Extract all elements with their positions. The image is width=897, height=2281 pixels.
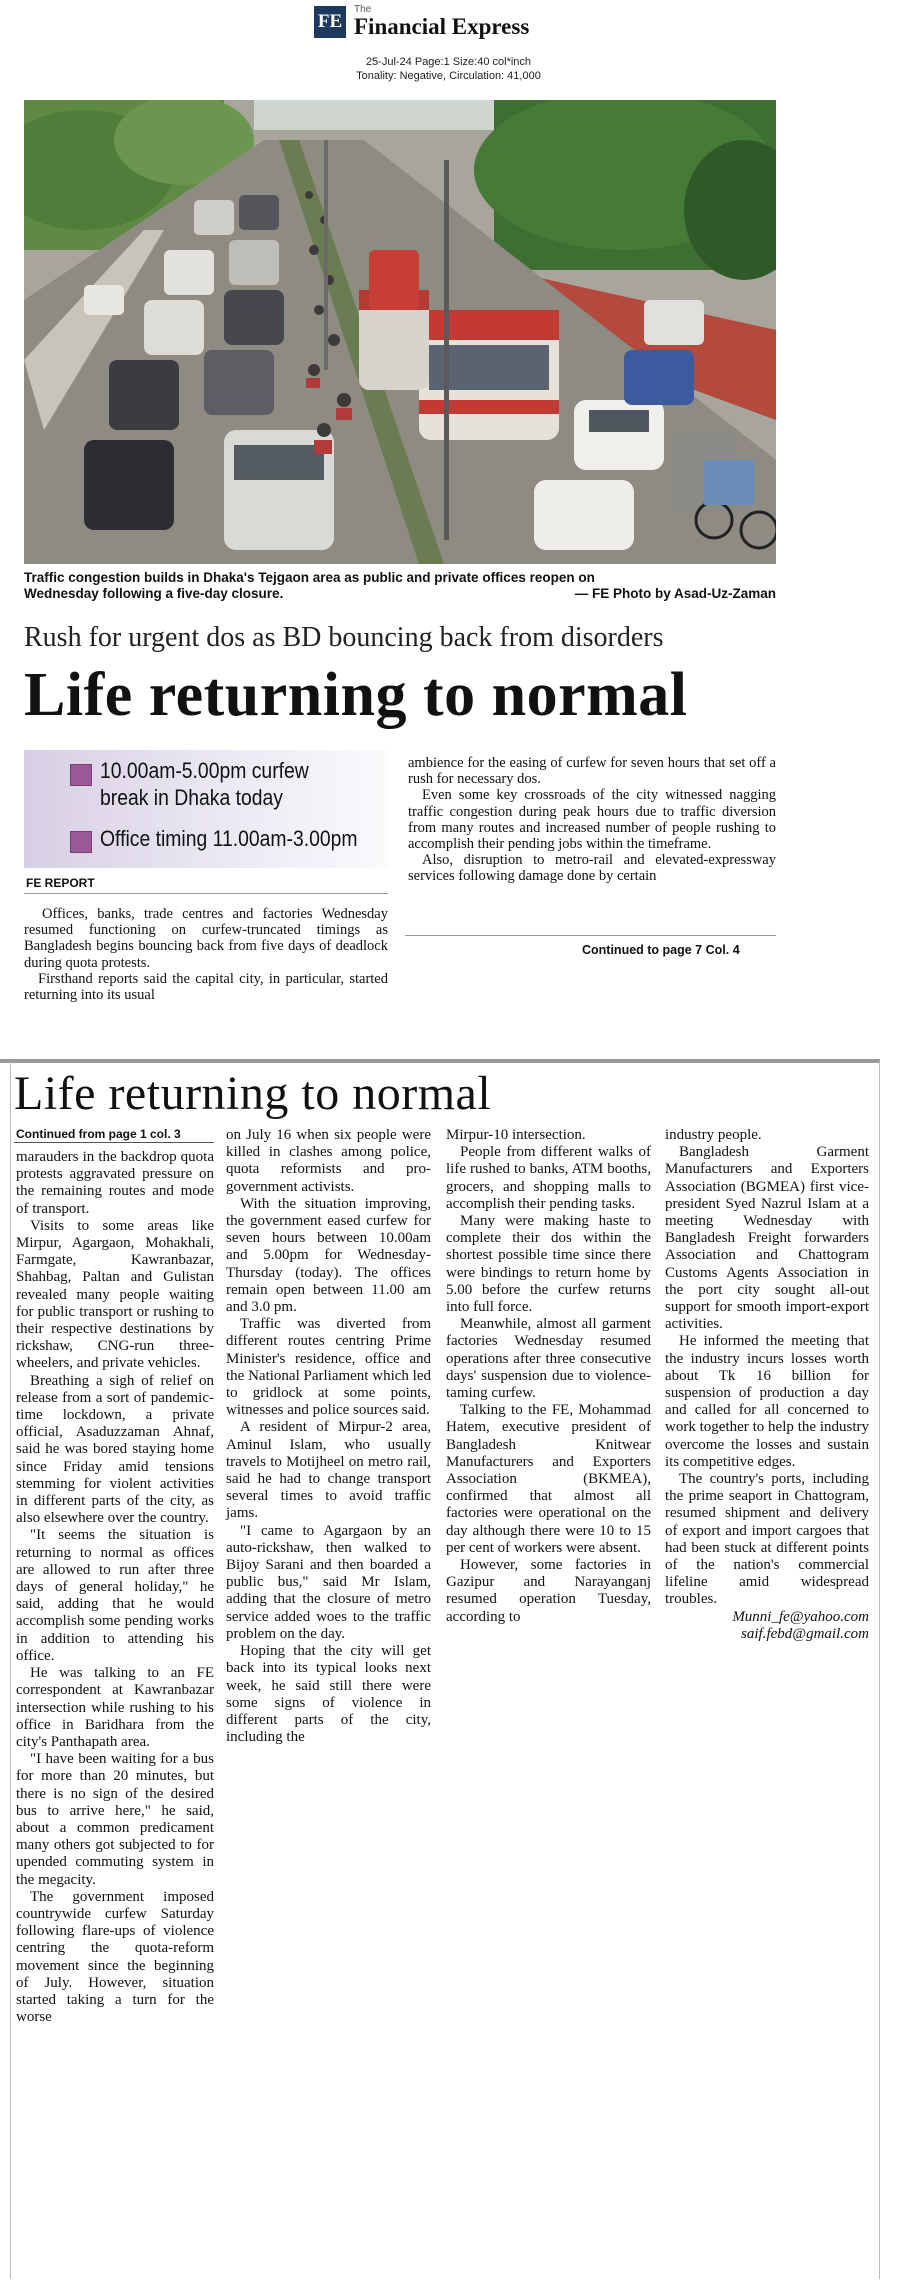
date-line: 25-Jul-24 Page:1 Size:40 col*inch (365, 56, 532, 68)
continued-to-note: Continued to page 7 Col. 4 (582, 943, 740, 957)
story-paragraph: Also, disruption to metro-rail and elevated-expressway services following damage done by certain (408, 852, 776, 885)
caption-line-2: Wednesday following a five-day closure. (24, 586, 284, 601)
jump-paragraph: Talking to the FE, Mohammad Hatem, executive president of Bangladesh Knitwear Manufacturers and Exporters Association (BKMEA), confirmed that almost all factories were operational on the day although there were 10 to 15 per cent of workers were absent. (446, 1402, 651, 1556)
jump-paragraph: Meanwhile, almost all garment factories Wednesday resumed operations after three consecutive days' suspension due to violence-taming curfew. (446, 1316, 651, 1402)
bullet-square-icon (70, 831, 92, 853)
story-kicker: Rush for urgent dos as BD bouncing back from disorders (24, 622, 664, 653)
jump-paragraph: Hoping that the city will get back into its typical looks next week, he said still there were some signs of violence in different parts of the city, including the (226, 1643, 431, 1746)
email-signature: Munni_fe@yahoo.com (732, 1608, 869, 1625)
jump-paragraph: Many were making haste to complete their dos within the shortest possible time since there were bindings to return home by 5.00 before the curfew returns into full force. (446, 1213, 651, 1316)
jump-paragraph: However, some factories in Gazipur and Narayanganj resumed operation Tuesday, according to (446, 1557, 651, 1625)
jump-paragraph: "I have been waiting for a bus for more than 20 minutes, but there is no sign of the desired bus to arrive here," he said, about a common predicament many others got subjected to for upended commuting system in the megacity. (16, 1751, 214, 1888)
jump-paragraph: on July 16 when six people were killed in clashes among police, quota reformists and pro-government activists. (226, 1127, 431, 1195)
jump-paragraph: "It seems the situation is returning to normal as offices are allowed to run after three days of general holiday," he said, adding that he would accomplish some pending works in addition to attending his office. (16, 1527, 214, 1664)
jump-column-2 (226, 1127, 431, 1746)
story-column-1 (24, 906, 388, 1003)
jump-paragraph: The country's ports, including the prime seaport in Chattogram, resumed shipment and delivery of export and import cargoes that had been stuck at different points of the nation's commercial lifeline amid widespread troubles. (665, 1471, 869, 1608)
story-column-2 (408, 755, 776, 885)
story-headline: Life returning to normal (24, 661, 688, 729)
masthead-name: Financial Express (354, 14, 530, 39)
jump-column-1 (16, 1149, 214, 2026)
photo-caption (24, 570, 776, 602)
jump-column-4 (665, 1127, 869, 1643)
jump-paragraph: People from different walks of life rushed to banks, ATM booths, grocers, and shopping malls to accomplish their pending tasks. (446, 1144, 651, 1212)
continued-rule (405, 935, 776, 936)
caption-line-1: Traffic congestion builds in Dhaka's Tejgaon area as public and private offices reopen on (24, 570, 595, 585)
jump-headline: Life returning to normal (14, 1067, 492, 1120)
photo-credit: — FE Photo by Asad-Uz-Zaman (574, 586, 776, 601)
bullet-square-icon (70, 764, 92, 786)
jump-paragraph: With the situation improving, the government eased curfew for seven hours between 10.00am and 5.00pm for Wednesday-Thursday (today). The offices remain open between 11.00 am and 3.0 pm. (226, 1195, 431, 1316)
jump-paragraph: Breathing a sigh of relief on release from a sort of pandemic-time lockdown, a private official, Asaduzzaman Ahnaf, said he was bored staying home since Friday amid tensions stemming for violent activities in different parts of the city, as also elsewhere over the country. (16, 1372, 214, 1527)
promo-item-2-line-1: Office timing 11.00am-3.00pm (100, 826, 358, 851)
tonality-line: Tonality: Negative, Circulation: 41,000 (356, 70, 541, 82)
jump-paragraph: Traffic was diverted from different routes centring Prime Minister's residence, office and the National Parliament which led to gridlock at some points, witnesses and police sources said. (226, 1316, 431, 1419)
story-paragraph: ambience for the easing of curfew for seven hours that set off a rush for necessary dos. (408, 755, 776, 788)
jump-paragraph: Mirpur-10 intersection. (446, 1127, 586, 1143)
continued-from-rule (14, 1142, 214, 1143)
jump-paragraph: marauders in the backdrop quota protests aggravated pressure on the remaining routes and mode of transport. (16, 1149, 214, 1217)
byline: FE REPORT (26, 876, 95, 890)
jump-column-3 (446, 1127, 651, 1626)
jump-paragraph: He informed the meeting that the industry incurs losses worth about Tk 16 billion for suspension of production a day and called for all concerned to work together to help the industry overcome the losses and sustain its competitive edges. (665, 1333, 869, 1470)
jump-paragraph: Visits to some areas like Mirpur, Agargaon, Mohakhali, Farmgate, Kawranbazar, Shahbag, Paltan and Gulistan revealed many people waiting for public transport or rushing to their respective destinations by rickshaw, CNG-run three-wheelers, and private vehicles. (16, 1217, 214, 1372)
email-signature: saif.febd@gmail.com (741, 1625, 869, 1642)
jump-paragraph: "I came to Agargaon by an auto-rickshaw, then walked to Bijoy Sarani and then boarded a public bus," said Mr Islam, adding that the closure of metro service added woes to the traffic problem on the day. (226, 1522, 431, 1642)
traffic-photo (24, 100, 776, 564)
jump-paragraph: The government imposed countrywide curfew Saturday following flare-ups of violence centring the quota-reform movement since the beginning of July. However, situation started taking a turn for the worse (16, 1888, 214, 2026)
jump-paragraph: A resident of Mirpur-2 area, Aminul Islam, who usually travels to Motijheel on metro rail, said he had to change transport several times to avoid traffic jams. (226, 1419, 431, 1522)
jump-paragraph: Bangladesh Garment Manufacturers and Exporters Association (BGMEA) first vice-president Syed Nazrul Islam at a meeting Wednesday with Bangladesh Freight forwarders Association and Chattogram Customs Agents Association in the port city sought all-out support for smooth import-export activities. (665, 1144, 869, 1333)
story-paragraph: Firsthand reports said the capital city, in particular, started returning into its usual (24, 970, 388, 1004)
story-paragraph: Even some key crossroads of the city witnessed nagging traffic congestion during peak hours due to traffic diversion from many routes and increased number of people rushing to accomplish their pending jobs within the timeframe. (408, 787, 776, 853)
promo-item-1-line-1: 10.00am-5.00pm curfew (100, 758, 309, 783)
byline-rule (24, 893, 388, 894)
curfew-promo-box (24, 750, 388, 868)
logo-mark: FE (314, 6, 346, 38)
promo-item-1-line-2: break in Dhaka today (100, 785, 283, 810)
jump-paragraph: He was talking to an FE correspondent at Kawranbazar intersection while rushing to his office in Baridhara from the city's Panthapath area. (16, 1665, 214, 1750)
continued-from-note: Continued from page 1 col. 3 (16, 1127, 181, 1141)
masthead-the: The (354, 4, 372, 15)
jump-paragraph: industry people. (665, 1127, 762, 1143)
story-paragraph: Offices, banks, trade centres and factories Wednesday resumed functioning on curfew-truncated timings as Bangladesh begins bouncing back from five days of deadlock during quota protests. (24, 906, 388, 971)
